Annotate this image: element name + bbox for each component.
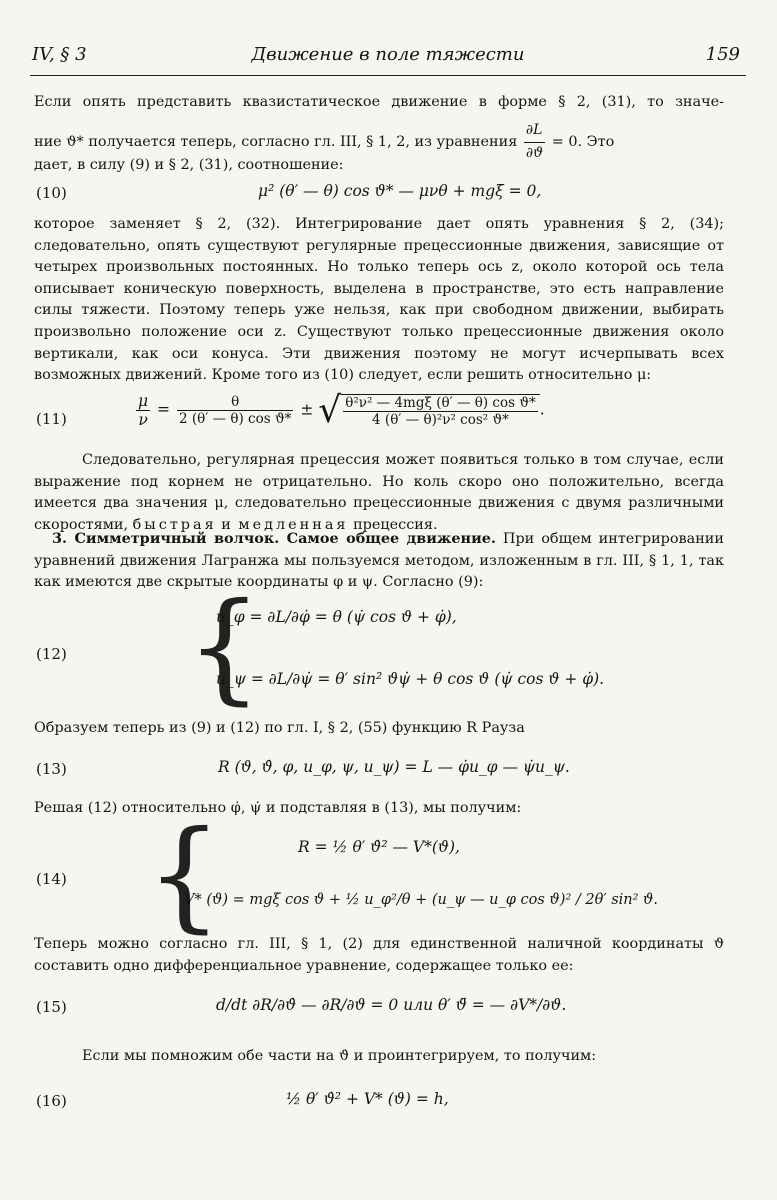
eq-11-lhs-den: ν bbox=[138, 411, 148, 429]
header-rule bbox=[30, 75, 746, 76]
eq-10-label: (10) bbox=[36, 184, 67, 202]
eq-16-label: (16) bbox=[36, 1092, 67, 1110]
eq-16: ½ θ′ ϑ̇² + V* (ϑ) = h, bbox=[286, 1090, 449, 1108]
p1-text-end: = 0. Это bbox=[551, 134, 615, 151]
inline-fraction-bottom: ∂ϑ bbox=[525, 144, 544, 161]
section-ref: IV, § 3 bbox=[32, 44, 87, 65]
eq-13: R (ϑ, ϑ̇, φ, u_φ, ψ, u_ψ) = L — φ̇u_φ — ψ̇u_ψ. bbox=[218, 758, 570, 776]
eq-12-label: (12) bbox=[36, 645, 67, 663]
eq-15: d/dt ∂R/∂ϑ̇ — ∂R/∂ϑ = 0 или θ′ ϑ̈ = — ∂V*/∂ϑ. bbox=[216, 996, 567, 1014]
running-header bbox=[32, 40, 744, 74]
paragraph-5: Образуем теперь из (9) и (12) по гл. I, § 2, (55) функцию R Рауза bbox=[34, 720, 525, 736]
eq-11-frac-1-num: θ bbox=[177, 394, 293, 411]
eq-14b: V* (ϑ) = mgξ cos ϑ + ½ u_φ²/θ + (u_ψ — u_φ cos ϑ)² / 2θ′ sin² ϑ. bbox=[184, 892, 659, 908]
eq-11-plusminus: ± bbox=[300, 400, 314, 419]
paragraph-6: Решая (12) относительно φ̇, ψ̇ и подставляя в (13), мы получим: bbox=[34, 800, 522, 816]
eq-11-frac-2-den: 4 (θ′ — θ)²ν² cos² ϑ* bbox=[372, 411, 509, 428]
left-brace-icon: { bbox=[146, 806, 223, 945]
paragraph-7: Теперь можно согласно гл. III, § 1, (2) для единственной наличной координаты ϑ составить одно дифференциальное уравнение, содержащее только ее: bbox=[34, 936, 724, 974]
eq-12a: u_φ = ∂L/∂φ̇ = θ (ψ̇ cos ϑ + φ̇), bbox=[216, 608, 457, 626]
p3-slow: медленная bbox=[238, 516, 349, 533]
paragraph-8: Если мы помножим обе части на ϑ̇ и проинтегрируем, то получим: bbox=[82, 1048, 597, 1064]
eq-11-frac-2-num: θ²ν² — 4mgξ (θ′ — θ) cos ϑ* bbox=[345, 394, 536, 411]
eq-10: μ² (θ′ — θ) cos ϑ* — μνθ + mgξ = 0, bbox=[258, 182, 542, 200]
eq-12b: u_ψ = ∂L/∂ψ̇ = θ′ sin² ϑψ̇ + θ cos ϑ (ψ̇ cos ϑ + φ̇). bbox=[216, 670, 605, 688]
eq-15-label: (15) bbox=[36, 998, 67, 1016]
p3-and: и bbox=[221, 516, 234, 533]
eq-11-label: (11) bbox=[36, 410, 67, 428]
paragraph-1-line-3: дает, в силу (9) и § 2, (31), соотношение: bbox=[34, 157, 344, 173]
paragraph-1-line-1: Если опять представить квазистатическое движение в форме § 2, (31), то значе- bbox=[34, 94, 724, 110]
paragraph-4 bbox=[34, 528, 724, 594]
eq-11-frac-2 bbox=[343, 395, 538, 428]
eq-11-frac-1 bbox=[177, 394, 293, 427]
inline-fraction-top: ∂L bbox=[524, 120, 545, 143]
eq-14a: R = ½ θ′ ϑ̇² — V*(ϑ), bbox=[298, 838, 460, 856]
left-brace-icon: { bbox=[186, 578, 263, 717]
p4-text: При общем интегрировании уравнений движения Лагранжа мы пользуемся методом, изложенным в гл. III, § 1, 1, так как имеются две скрытые координаты φ и ψ. Согласно (9): bbox=[34, 531, 724, 591]
p3-end: прецессия. bbox=[353, 516, 438, 533]
eq-11-frac-1-den: 2 (θ′ — θ) cos ϑ* bbox=[178, 411, 292, 427]
eq-11-radicand bbox=[341, 394, 540, 428]
paragraph-2: которое заменяет § 2, (32). Интегрирование дает опять уравнения § 2, (34); следовательно, опять существуют регулярные прецессионные движения, зависящие от четырех произвольных постоянных. Но только теперь ось z, около которой ось тела описывает коническую поверхность, выделена в пространстве, это есть направление силы тяжести. Поэтому теперь уже нельзя, как при свободном движении, выбирать произвольно положение оси z. Существуют только прецессионные движения около вертикали, как оси конуса. Эти движения поэтому не могут исчерпывать всех возможных движений. Кроме того из (10) следует, если решить относительно μ: bbox=[34, 216, 724, 384]
running-title: Движение в поле тяжести bbox=[251, 44, 525, 65]
eq-14-label: (14) bbox=[36, 870, 67, 888]
page-number: 159 bbox=[705, 44, 740, 65]
sqrt-sign-icon: √ bbox=[318, 390, 342, 431]
p1-text: ние ϑ* получается теперь, согласно гл. III, § 1, 2, из уравнения bbox=[34, 134, 518, 151]
eq-11-lhs-num: μ bbox=[138, 392, 149, 410]
paragraph-3 bbox=[34, 450, 724, 536]
p3-text: Следовательно, регулярная прецессия может появиться только в том случае, если выражение под корнем не отрицательно. Но коль скоро оно положительно, всегда имеется два значения μ, следовательно прецессионные движения с двумя различными скоростями, bbox=[34, 452, 724, 533]
eq-11-lhs bbox=[136, 392, 150, 429]
eq-13-label: (13) bbox=[36, 760, 67, 778]
eq-11: $\frac{\mu}{\nu}$ = $\frac{\theta}{\text{2 (θ′ — θ) cos ϑ*}}$ ± √ $\frac{\text{θ²ν² — 4mgξ (θ′ — θ) cos ϑ*}}{\text{4 (θ′ — θ)²ν² cos² ϑ*}}$ . bbox=[138, 390, 545, 431]
p3-fast: быстрая bbox=[132, 516, 217, 533]
subsection-heading: 3. Симметричный волчок. Самое общее движение. bbox=[52, 530, 496, 547]
